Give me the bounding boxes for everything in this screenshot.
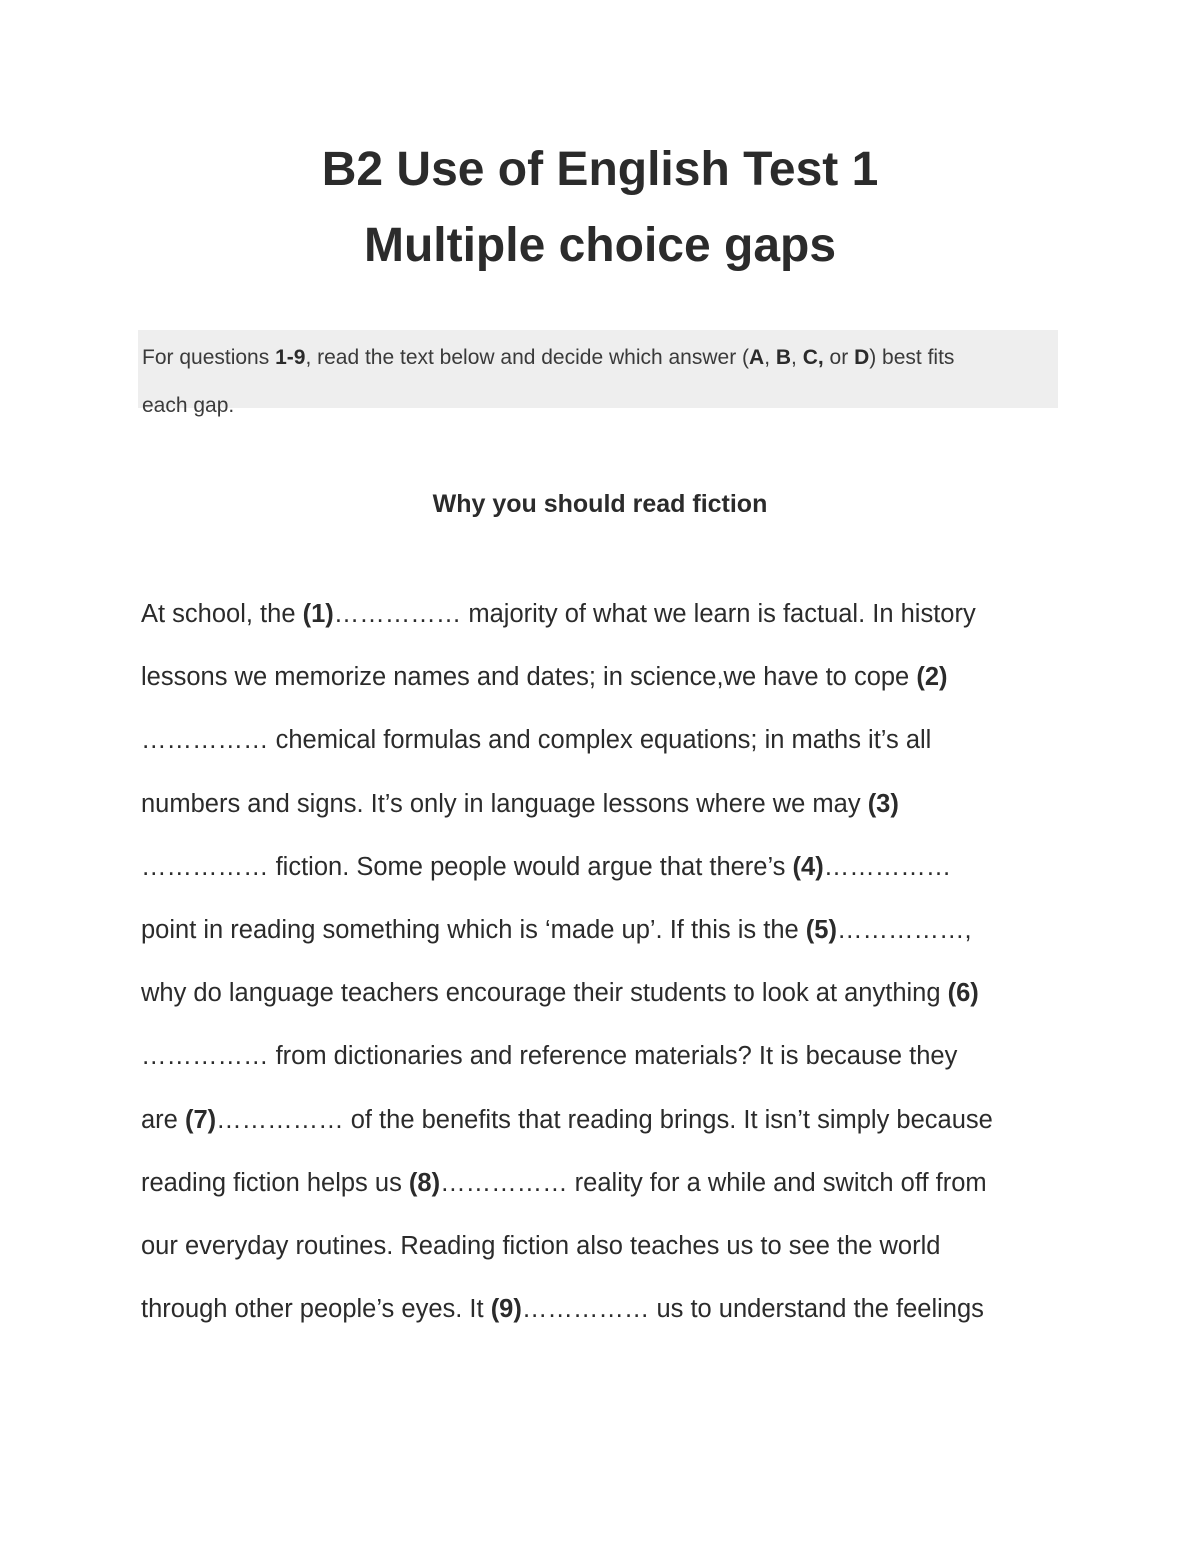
option-c: C, xyxy=(802,346,824,369)
passage-line xyxy=(141,1102,1071,1165)
passage-line xyxy=(141,786,1071,849)
passage-line xyxy=(141,659,1071,722)
passage-segment: numbers and signs. It’s only in language lessons where we may xyxy=(141,789,868,818)
passage-segment: ……………, xyxy=(836,915,972,944)
passage-segment: …………… reality for a while and switch off from xyxy=(440,1168,987,1197)
passage-segment: our everyday routines. Reading fiction also teaches us to see the world xyxy=(141,1231,941,1260)
gap-number: (2) xyxy=(916,663,948,692)
gap-number: (1) xyxy=(302,600,334,628)
passage-line xyxy=(141,1291,1071,1354)
instructions-text: each gap. xyxy=(142,394,235,417)
passage-segment: …………… majority of what we learn is factual. In history xyxy=(333,600,976,628)
passage-line xyxy=(141,1165,1071,1228)
passage-segment: …………… from dictionaries and reference materials? It is because they xyxy=(141,1042,958,1071)
instructions-text: , read the text below and decide which answer ( xyxy=(305,346,750,369)
passage-line xyxy=(141,722,1071,785)
gap-number: (4) xyxy=(792,852,824,881)
passage-title: Why you should read fiction xyxy=(432,490,768,518)
passage-line xyxy=(141,1038,1071,1101)
gap-number: (5) xyxy=(805,915,837,944)
passage-line xyxy=(141,596,1071,659)
passage-line xyxy=(141,1228,1071,1291)
passage-segment: …………… xyxy=(823,852,952,881)
instructions-separator: , xyxy=(764,346,776,369)
instructions-separator: , xyxy=(791,346,803,369)
passage-segment: lessons we memorize names and dates; in science,we have to cope xyxy=(141,663,917,692)
passage-segment: …………… us to understand the feelings xyxy=(521,1295,984,1324)
page-subtitle: Multiple choice gaps xyxy=(363,219,837,272)
passage-segment: …………… fiction. Some people would argue that there’s xyxy=(141,852,793,881)
gap-number: (9) xyxy=(490,1295,522,1324)
instructions-text: For questions xyxy=(142,346,276,369)
gap-number: (3) xyxy=(867,789,899,818)
page-title: B2 Use of English Test 1 xyxy=(321,143,879,196)
passage-segment: At school, the xyxy=(141,600,303,628)
option-a: A xyxy=(749,346,765,369)
gap-number: (8) xyxy=(408,1168,441,1197)
option-d: D xyxy=(854,346,870,369)
passage-line xyxy=(141,912,1071,975)
passage-line xyxy=(141,975,1071,1038)
passage-segment: through other people’s eyes. It xyxy=(141,1295,491,1324)
passage-text xyxy=(141,596,1071,1354)
passage-segment: point in reading something which is ‘made up’. If this is the xyxy=(141,915,806,944)
passage-segment: …………… chemical formulas and complex equations; in maths it’s all xyxy=(141,726,932,755)
instructions-text: ) best fits xyxy=(869,346,955,369)
passage-line xyxy=(141,849,1071,912)
gap-number: (6) xyxy=(947,979,979,1008)
instructions-text: or xyxy=(823,346,855,369)
passage-segment: why do language teachers encourage their students to look at anything xyxy=(141,979,948,1008)
option-b: B xyxy=(775,346,792,369)
passage-segment: …………… of the benefits that reading brings. It isn’t simply because xyxy=(216,1105,993,1134)
gap-number: (7) xyxy=(184,1105,217,1134)
passage-segment: are xyxy=(141,1105,185,1134)
passage-segment: reading fiction helps us xyxy=(141,1168,409,1197)
question-range: 1-9 xyxy=(275,346,306,369)
instructions-box xyxy=(138,330,1058,417)
